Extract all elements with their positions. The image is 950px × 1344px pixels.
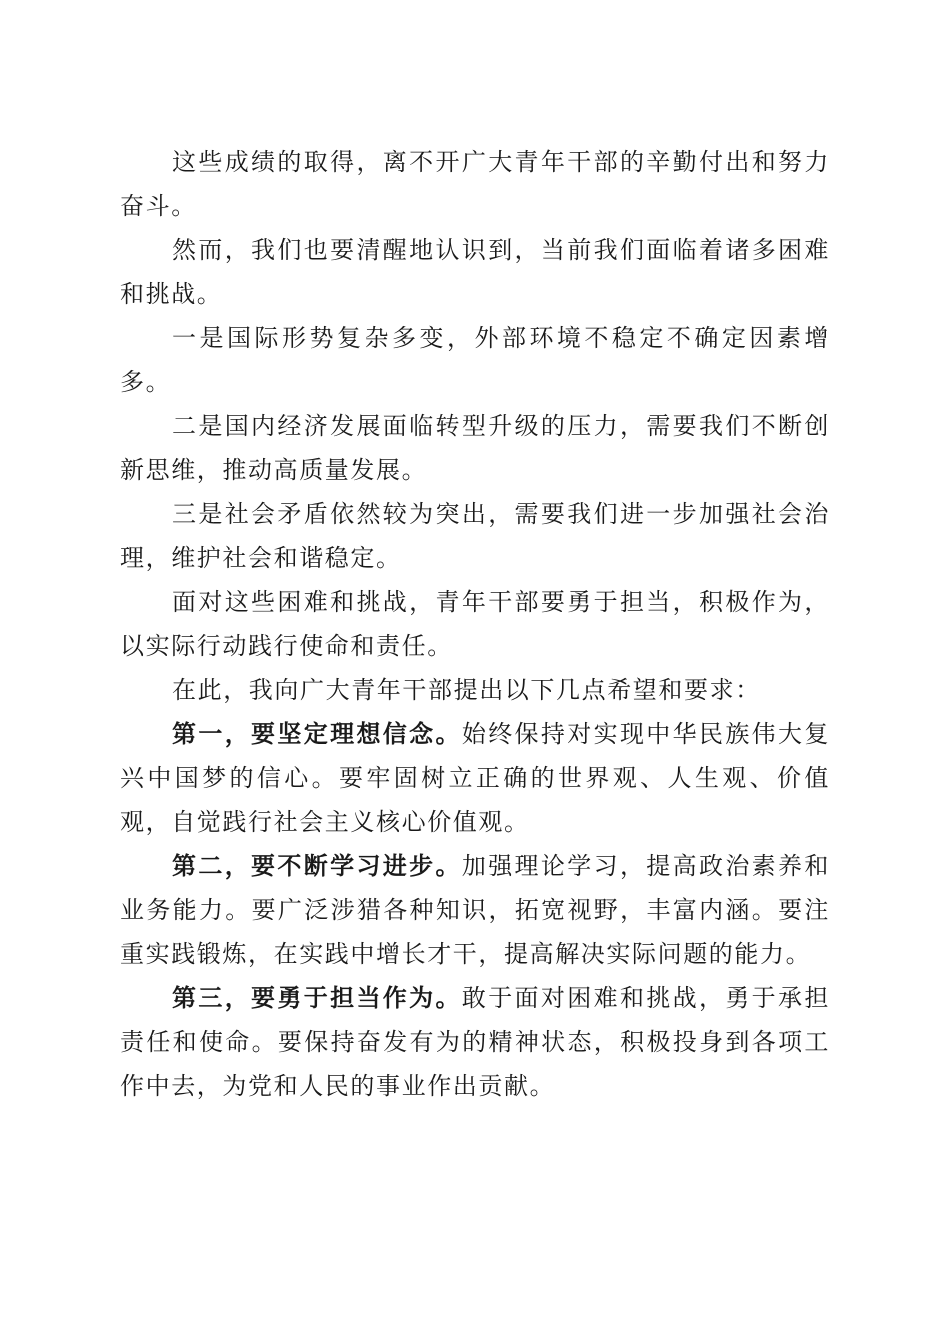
- document-body: [120, 140, 830, 1108]
- paragraph-point-3: [120, 976, 830, 1108]
- paragraph: 在此，我向广大青年干部提出以下几点希望和要求：: [172, 676, 761, 704]
- paragraph-point-2: [120, 844, 830, 976]
- paragraph: 面对这些困难和挑战，青年干部要勇于担当，积极作为，以实际行动践行使命和责任。: [120, 588, 830, 660]
- paragraph-point-1: [120, 712, 830, 844]
- paragraph: 二是国内经济发展面临转型升级的压力，需要我们不断创新思维，推动高质量发展。: [120, 412, 830, 484]
- paragraph-body: 始终保持对实现中华民族伟大复兴中国梦的信心。要牢固树立正确的世界观、人生观、价值观，自觉践行社会主义核心价值观。: [120, 720, 830, 836]
- paragraph-body: 加强理论学习，提高政治素养和业务能力。要广泛涉猎各种知识，拓宽视野，丰富内涵。要注重实践锻炼，在实践中增长才干，提高解决实际问题的能力。: [120, 852, 830, 968]
- paragraph-body: 敢于面对困难和挑战，勇于承担责任和使命。要保持奋发有为的精神状态，积极投身到各项工作中去，为党和人民的事业作出贡献。: [120, 984, 830, 1100]
- paragraph: 然而，我们也要清醒地认识到，当前我们面临着诸多困难和挑战。: [120, 236, 830, 308]
- paragraph: 这些成绩的取得，离不开广大青年干部的辛勤付出和努力奋斗。: [120, 148, 830, 220]
- paragraph: 一是国际形势复杂多变，外部环境不稳定不确定因素增多。: [120, 324, 830, 396]
- paragraph-lead: 第三，要勇于担当作为。: [172, 983, 462, 1012]
- paragraph: 三是社会矛盾依然较为突出，需要我们进一步加强社会治理，维护社会和谐稳定。: [120, 500, 830, 572]
- paragraph-lead: 第一，要坚定理想信念。: [172, 719, 462, 748]
- paragraph-lead: 第二，要不断学习进步。: [172, 851, 462, 880]
